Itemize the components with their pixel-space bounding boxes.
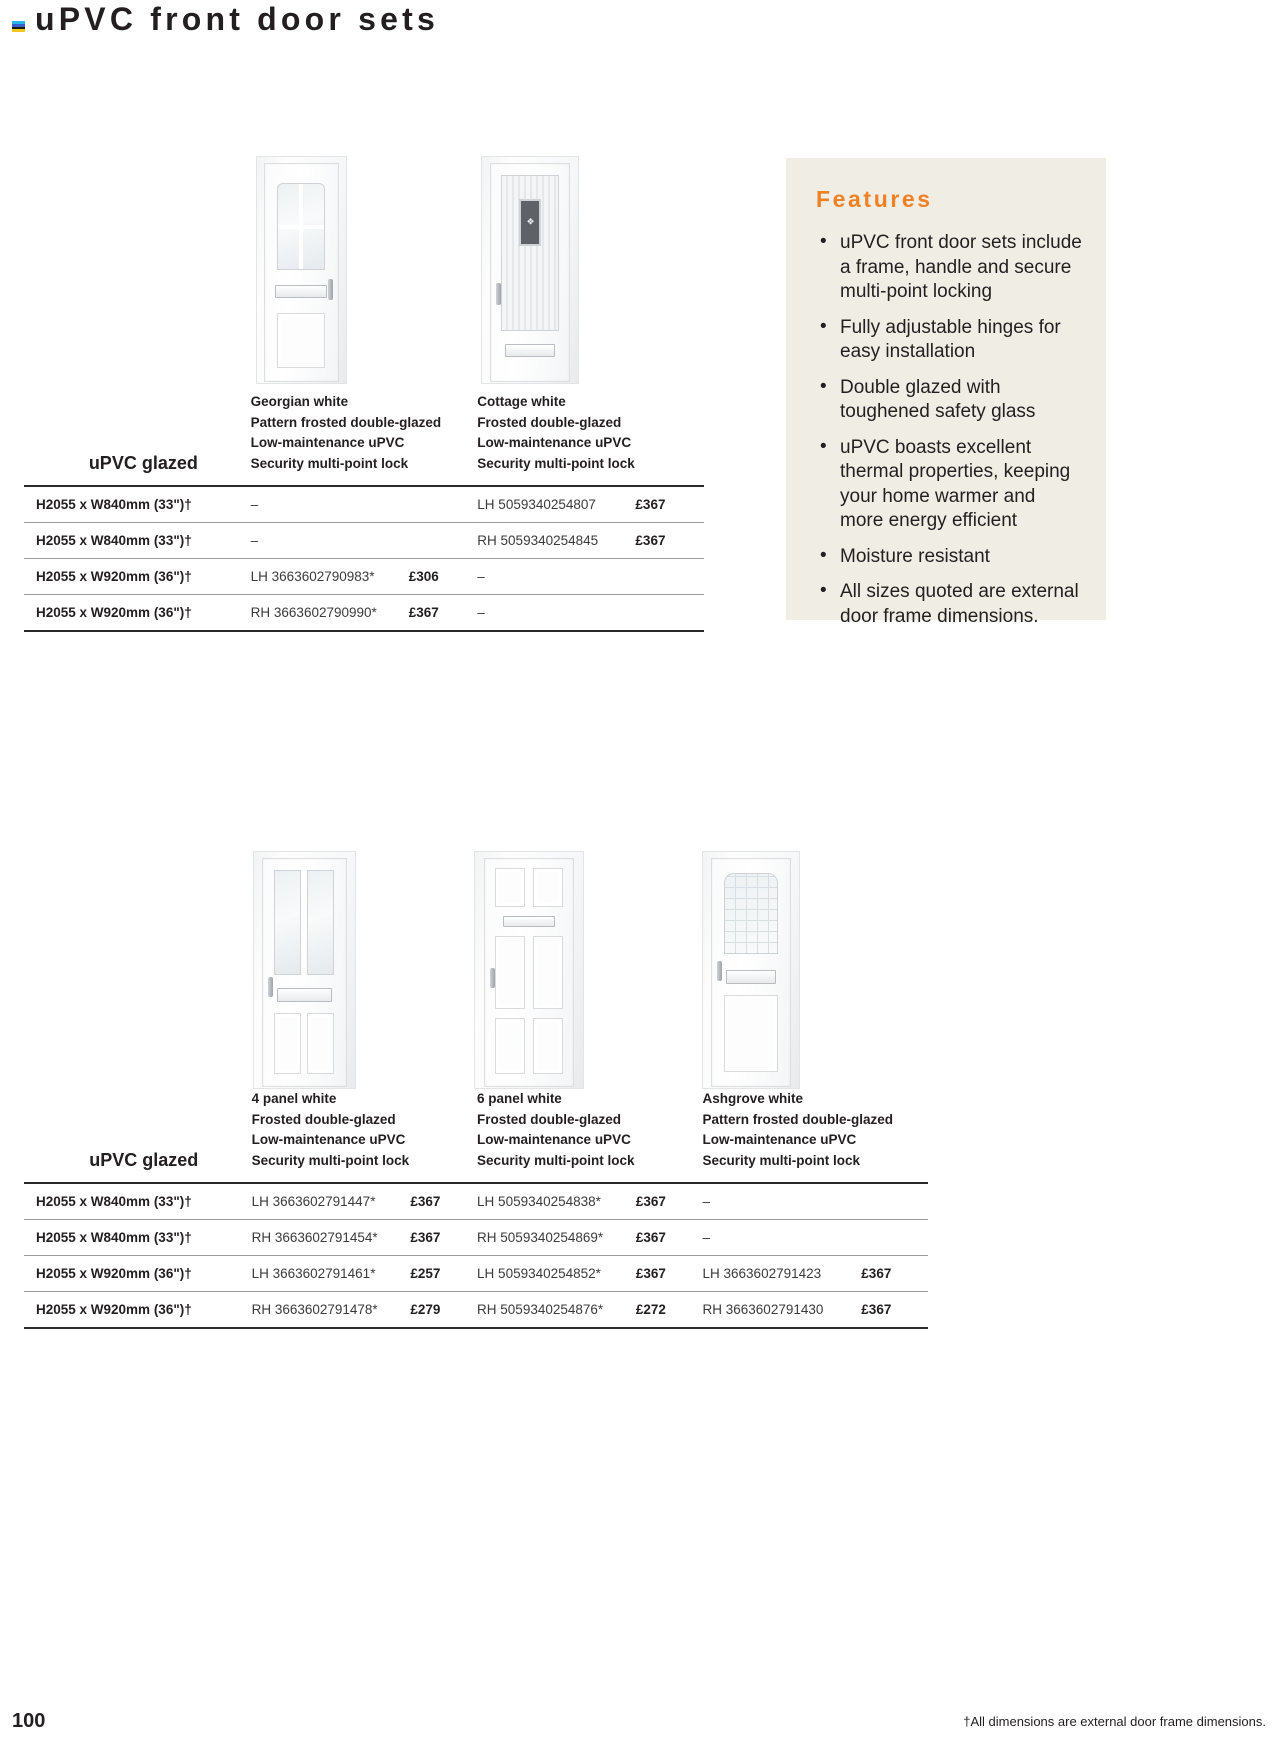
feature-item: • Double glazed with toughened safety glass xyxy=(816,376,1082,425)
feature-item: • uPVC boasts excellent thermal properties, keeping your home warmer and more energy efficient xyxy=(816,436,1082,534)
features-panel xyxy=(786,158,1106,627)
table-row: H2055 x W840mm (33")† – RH 5059340254845 £367 xyxy=(24,523,704,559)
feature-item: • Fully adjustable hinges for easy installation xyxy=(816,316,1082,365)
table-row: H2055 x W920mm (36")† LH 3663602791461* £257 LH 5059340254852* £367 LH 3663602791423 £367 xyxy=(24,1256,928,1292)
features-list xyxy=(816,231,1082,629)
page-number: 100 xyxy=(12,1710,46,1732)
price-table-upvc-glazed-1 xyxy=(24,392,704,632)
table1-column-header-1: Georgian white Pattern frosted double-glazed Low-maintenance uPVC Security multi-point lock xyxy=(250,394,442,471)
feature-item: • uPVC front door sets include a frame, handle and secure multi-point locking xyxy=(816,231,1082,305)
table-row: H2055 x W920mm (36")† RH 3663602790990* £367 – xyxy=(24,595,704,632)
features-heading: Features xyxy=(816,186,933,212)
four-panel-white-door-image xyxy=(253,851,356,1089)
table2-column-header-1: 4 panel white Frosted double-glazed Low-maintenance uPVC Security multi-point lock xyxy=(251,1091,410,1168)
georgian-white-door-image xyxy=(256,156,347,384)
table-row: H2055 x W840mm (33")† LH 3663602791447* £367 LH 5059340254838* £367 – xyxy=(24,1183,928,1220)
table-row: H2055 x W840mm (33")† RH 3663602791454* £367 RH 5059340254869* £367 – xyxy=(24,1220,928,1256)
price-table-upvc-glazed-2 xyxy=(24,1089,928,1329)
table2-column-header-2: 6 panel white Frosted double-glazed Low-maintenance uPVC Security multi-point lock xyxy=(477,1091,635,1168)
page-header xyxy=(0,0,439,37)
dimensions-footnote: †All dimensions are external door frame dimensions. xyxy=(963,1714,1266,1729)
table2-column-header-3: Ashgrove white Pattern frosted double-glazed Low-maintenance uPVC Security multi-point lock xyxy=(702,1091,894,1168)
table-row: H2055 x W840mm (33")† – LH 5059340254807 £367 xyxy=(24,486,704,523)
six-panel-white-door-image xyxy=(474,851,584,1089)
page-title: uPVC front door sets xyxy=(35,1,440,37)
table2-section-label: uPVC glazed xyxy=(89,1150,199,1170)
table-row: H2055 x W920mm (36")† LH 3663602790983* £306 – xyxy=(24,559,704,595)
ashgrove-white-door-image xyxy=(702,851,800,1089)
colour-registration-mark-icon xyxy=(12,21,25,32)
feature-item: • All sizes quoted are external door frame dimensions. xyxy=(816,580,1082,629)
cottage-white-door-image xyxy=(481,156,579,384)
feature-item: • Moisture resistant xyxy=(816,545,1082,570)
table1-column-header-2: Cottage white Frosted double-glazed Low-maintenance uPVC Security multi-point lock xyxy=(477,394,635,471)
table1-section-label: uPVC glazed xyxy=(88,453,198,473)
table-row: H2055 x W920mm (36")† RH 3663602791478* £279 RH 5059340254876* £272 RH 3663602791430 £367 xyxy=(24,1292,928,1329)
leaded-glass-motif-icon: ❖ xyxy=(526,216,534,227)
